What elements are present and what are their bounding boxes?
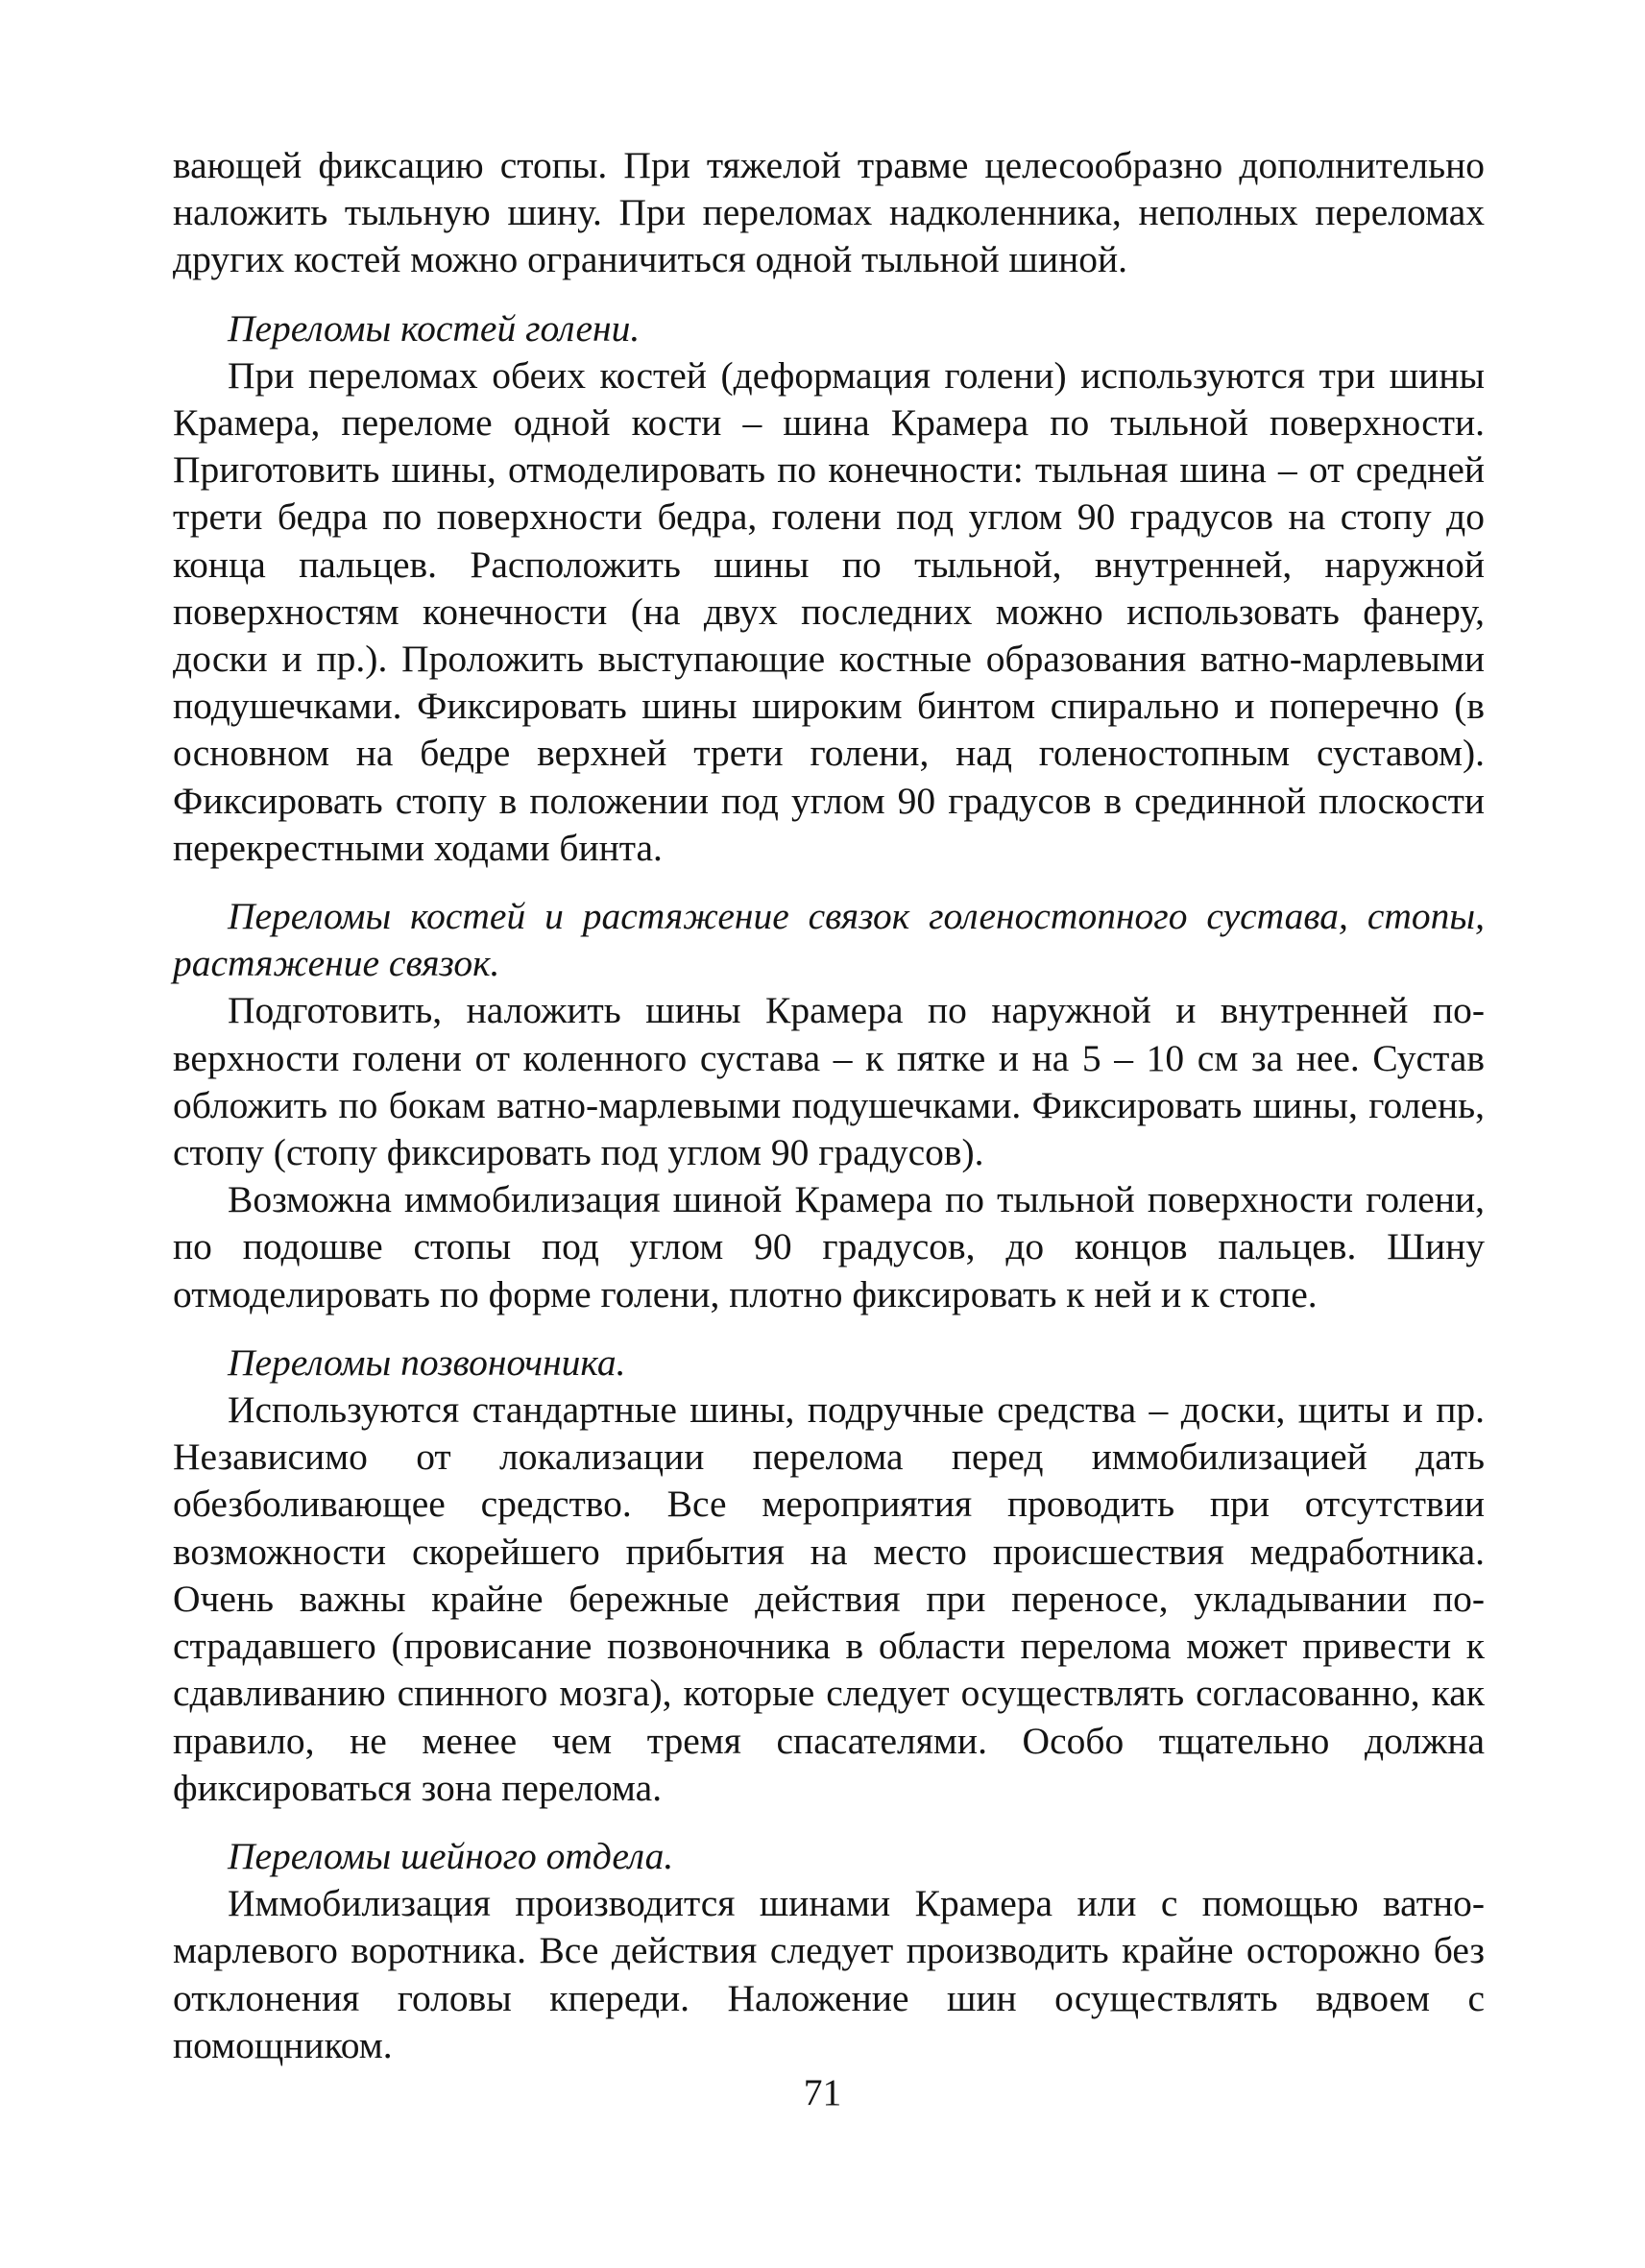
- section-heading-neck-fractures: Переломы шейного отдела.: [228, 1834, 674, 1877]
- section-heading-shin-fractures: Переломы костей голени.: [228, 306, 641, 350]
- page-number: 71: [803, 2071, 842, 2113]
- paragraph-spine-fractures: Используются стандартные шины, подручные средства – доски, щиты и пр. Независимо от локализации перелома перед иммобилизацией дать обезболивающее средство. Все мероприятия проводить при отсутствии возможности скорейшего прибытия на место происшествия медработника. Очень важны крайне бережные действия при переносе, укладывании пострадавшего (провисание позвоночника в области перелома может привести к сдавливанию спинного мозга), которые следует осуществлять согласованно, как правило, не менее чем тремя спасателями. Особо тщательно должна фиксироваться зона перелома.: [173, 1388, 1485, 1809]
- intro-paragraph: вающей фиксацию стопы. При тяжелой травме целесообразно дополнительно наложить тыльную шину. При переломах надколенника, неполных переломах других костей можно ограничиться одной тыльной шиной.: [173, 144, 1485, 281]
- page-body: [173, 142, 1485, 2069]
- paragraph-ankle-fractures-1: Подготовить, наложить шины Крамера по наружной и внутренней поверхности голени от коленного сустава – к пятке и на 5 – 10 см за нее. Сустав обложить по бокам ватно-марлевыми подушечками. Фиксировать шины, голень, стопу (стопу фиксировать под углом 90 градусов).: [173, 989, 1485, 1174]
- paragraph-neck-fractures: Иммобилизация производится шинами Крамера или с помощью ватномарлевого воротника. Все действия следует производить крайне осторожно без отклонения головы кпереди. Наложение шин осуществлять вдвоем с помощником.: [173, 1882, 1485, 2066]
- section-heading-spine-fractures: Переломы позвоночника.: [228, 1340, 626, 1384]
- paragraph-shin-fractures: При переломах обеих костей (деформация голени) используются три шины Крамера, переломе одной кости – шина Крамера по тыльной поверхности. Приготовить шины, отмоделировать по конечности: тыльная шина – от средней трети бедра по поверхности бедра, голени под углом 90 градусов на стопу до конца пальцев. Расположить шины по тыльной, внутренней, наружной поверхностям конечности (на двух последних можно использовать фанеру, доски и пр.). Проложить выступающие костные образования ватно-марлевыми подушечками. Фиксировать шины широким бинтом спирально и поперечно (в основном на бедре верхней трети голени, над голеностопным суставом). Фиксировать стопу в положении под углом 90 градусов в срединной плоскости перекрестными ходами бинта.: [173, 353, 1485, 869]
- section-heading-ankle-fractures: Переломы костей и растяжение связок голеностопного сустава, стопы, растяжение связок.: [173, 895, 1485, 985]
- paragraph-ankle-fractures-2: Возможна иммобилизация шиной Крамера по тыльной поверхности голени, по подошве стопы под углом 90 градусов, до концов пальцев. Шину отмоделировать по форме голени, плотно фиксировать к ней и к стопе.: [173, 1178, 1485, 1315]
